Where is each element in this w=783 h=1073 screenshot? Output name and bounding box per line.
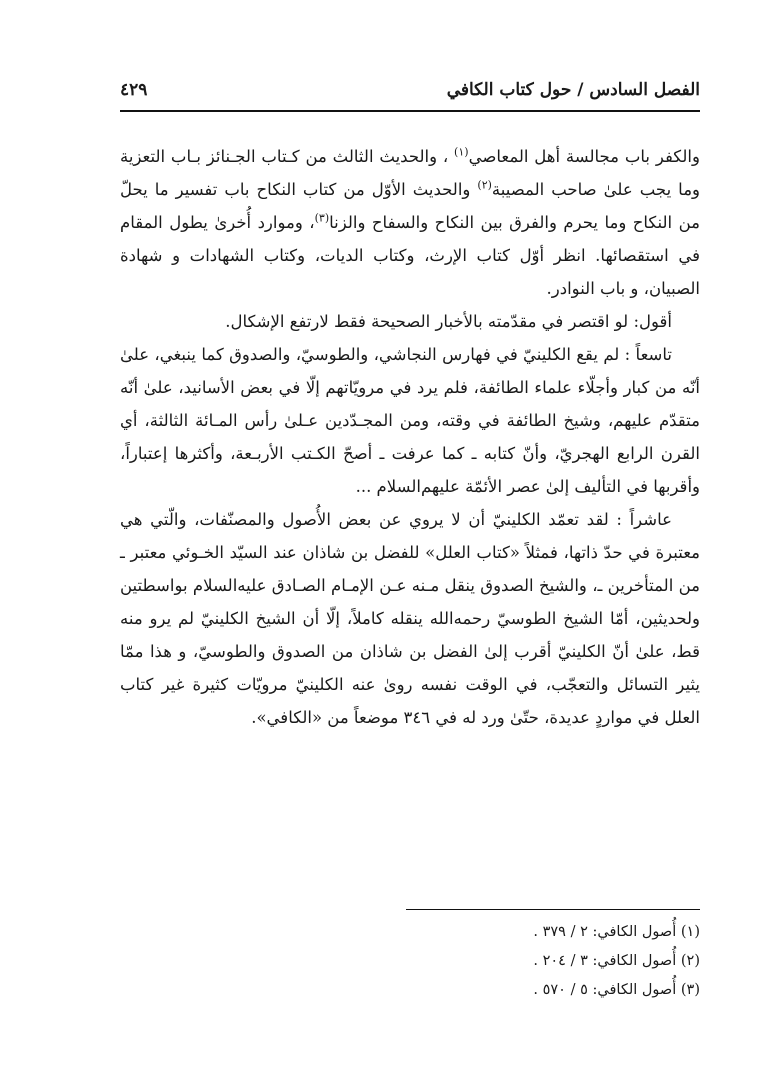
- footnote-ref-1[interactable]: (١): [454, 145, 469, 159]
- header-divider: [120, 110, 700, 112]
- footnote-ref-3[interactable]: (٣): [314, 211, 330, 225]
- paragraph-1: [120, 140, 700, 305]
- footnote-2: (٢) أُصول الكافي: ٣ / ٢٠٤ .: [533, 953, 700, 969]
- text-run: والكفر باب مجالسة أهل المعاصي: [468, 147, 700, 166]
- footnote-1: (١) أُصول الكافي: ٢ / ٣٧٩ .: [533, 924, 700, 940]
- footnote-ref-2[interactable]: (٢): [477, 178, 492, 192]
- paragraph-4: عاشراً : لقد تعمّد الكلينيّ أن لا يروي عن بعض الأُصول والمصنّفات، والّتي هي معتبرة في حدّ ذاتها، فمثلاً «كتاب العلل» للفضل بن شاذان عند السيّد الخـوئي معتبر ـ من المتأخرين ـ، والشيخ الصدوق ينقل مـنه عـن الإمـام الصـادق عليه‌السلام بواسطتين ولحديثين، أمّا الشيخ الطوسيّ رحمه‌الله ينقله كاملاً، إلّا أن الشيخ الكلينيّ لم يرو منه قط، علىٰ أنّ الكلينيّ أقرب إلىٰ الفضل بن شاذان من الصدوق والطوسيّ، و هذا ممّا يثير التسائل والتعجّب، في الوقت نفسه روىٰ عنه الكلينيّ مرويّات كثيرة غير كتاب العلل في مواردٍ عديدة، حتّىٰ ورد له في ٣٤٦ موضعاً من «الكافي».: [120, 510, 700, 727]
- page-number: ٤٢٩: [120, 80, 148, 100]
- footnotes: [400, 918, 700, 1005]
- body-text: [120, 140, 700, 734]
- footnote-divider: [406, 909, 700, 910]
- page-header: [120, 72, 700, 108]
- paragraph-2: أقول: لو اقتصر في مقدّمته بالأخبار الصحيحة فقط لارتفع الإشكال.: [225, 312, 672, 331]
- paragraph-3: تاسعاً : لم يقع الكلينيّ في فهارس النجاشي، والطوسيّ، والصدوق كما ينبغي، علىٰ أنّه من كبار وأجلّاء علماء الطائفة، فلم يرد في مرويّاتهم إلّا في بعض الأسانيد، علىٰ أنّه متقدّم عليهم، وشيخ الطائفة في وقته، ومن المجـدّدين عـلىٰ رأس المـائة الثالثة، أي القرن الرابع الهجريّ، وأنّ كتابه ـ كما عرفت ـ أصحّ الكـتب الأربـعة، وأكثرها إعتباراً، وأقربها في التأليف إلىٰ عصر الأئمّة عليهم‌السلام ...: [120, 345, 700, 496]
- text-run: ، والحديث الثالث من كـتاب الجـنائز بـاب التعزية وما يجب علىٰ صاحب المصيبة: [120, 147, 701, 199]
- footnote-3: (٣) أُصول الكافي: ٥ / ٥٧٠ .: [533, 982, 700, 998]
- text-run: والحديث الأوّل من كتاب النكاح باب تفسير ما يحلّ من النكاح وما يحرم والفرق بين النكاح والسفاح والزنا: [120, 180, 701, 232]
- running-title: الفصل السادس / حول كتاب الكافي: [446, 80, 700, 100]
- text-run: ، وموارد أُخرىٰ يطول المقام في استقصائها. انظر أوّل كتاب الإرث، وكتاب الديات، وكتاب الشهادات و شهادة الصبيان، و باب النوادر.: [120, 213, 700, 298]
